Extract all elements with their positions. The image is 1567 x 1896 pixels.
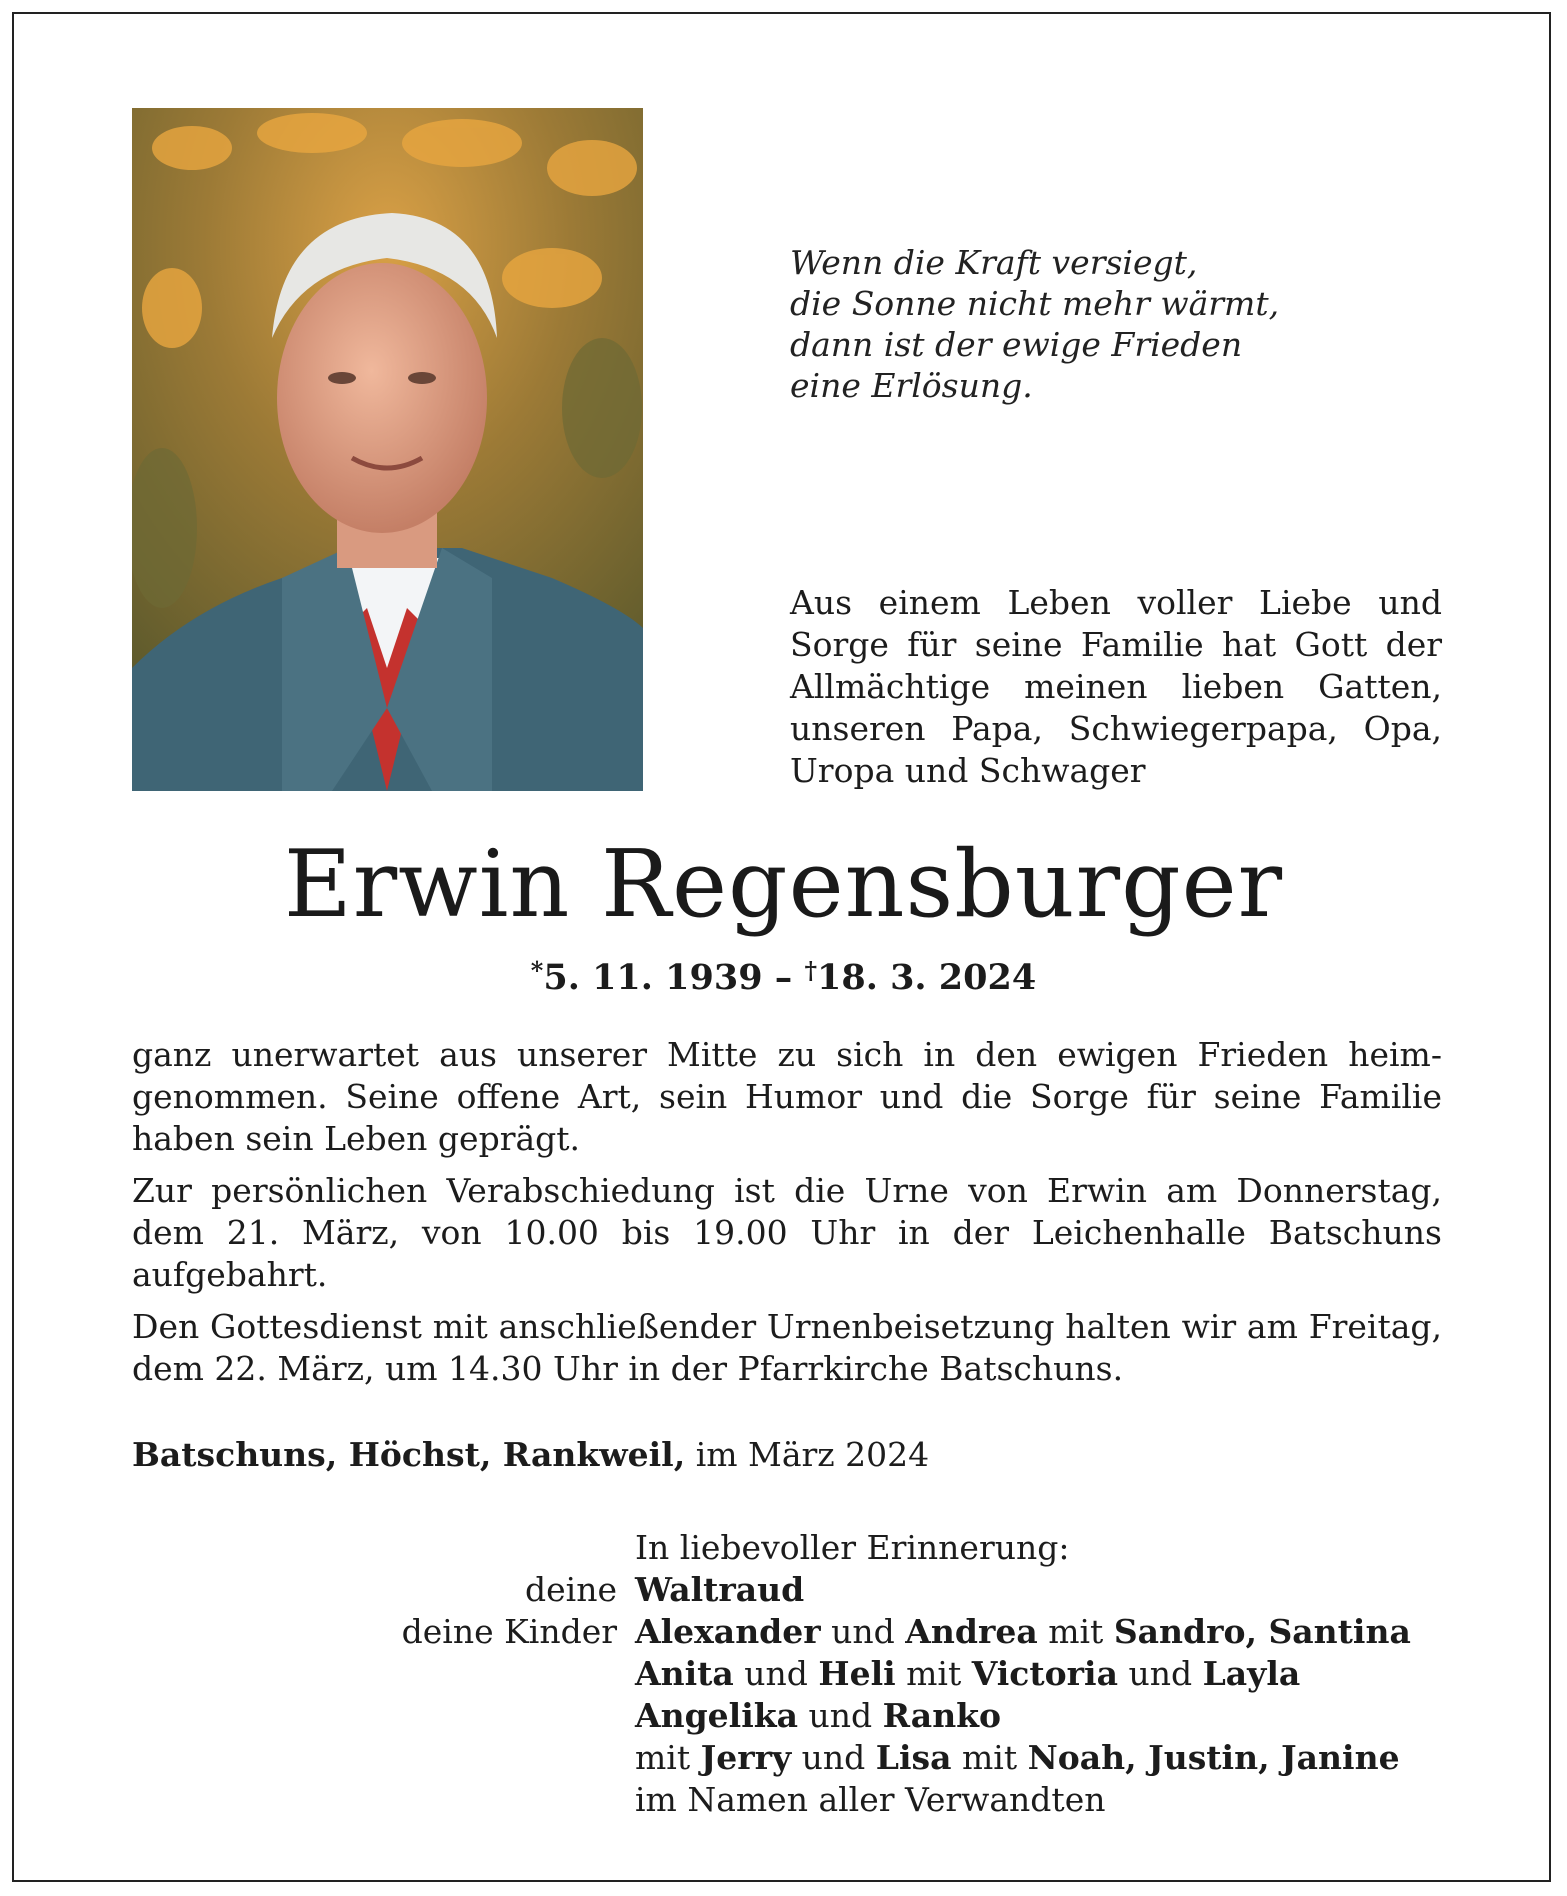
connector-text: mit bbox=[951, 1738, 1028, 1777]
signature-rows bbox=[132, 1569, 1462, 1821]
family-member-name: Victoria bbox=[971, 1654, 1118, 1693]
connector-text: und bbox=[733, 1654, 819, 1693]
signature-row bbox=[132, 1737, 1462, 1779]
poem-verse bbox=[790, 242, 1279, 406]
family-member-name: Waltraud bbox=[635, 1570, 805, 1609]
signature-names bbox=[635, 1779, 1462, 1821]
signature-relation: deine bbox=[525, 1570, 617, 1609]
poem-line: eine Erlösung. bbox=[790, 366, 1033, 405]
place-and-date bbox=[132, 1434, 929, 1476]
life-dates bbox=[14, 956, 1553, 998]
body-paragraph: Den Gottesdienst mit anschließender Urnenbeisetzung halten wir am Freitag, dem 22. März, um 14.30 Uhr in der Pfarrkirche Batschuns. bbox=[132, 1307, 1442, 1388]
signature-relation: deine Kinder bbox=[401, 1612, 617, 1651]
portrait-photo bbox=[132, 108, 643, 791]
signature-block bbox=[132, 1527, 1462, 1821]
signature-names bbox=[635, 1695, 1462, 1737]
signature-names bbox=[635, 1569, 1462, 1611]
signature-row bbox=[132, 1695, 1462, 1737]
signature-heading-row bbox=[132, 1527, 1462, 1569]
connector-text: mit bbox=[635, 1738, 701, 1777]
family-member-name: Andrea bbox=[905, 1612, 1038, 1651]
death-symbol: † bbox=[804, 956, 817, 985]
connector-text: mit bbox=[1037, 1612, 1114, 1651]
signature-heading: In liebevoller Erinnerung: bbox=[635, 1528, 1070, 1567]
family-member-name: Lisa bbox=[875, 1738, 952, 1777]
body-paragraph: ganz unerwartet aus unserer Mitte zu sich in den ewigen Frieden heimgenommen. Seine offene Art, sein Humor und die Sorge für seine Familie haben sein Leben geprägt. bbox=[132, 1035, 1442, 1158]
signature-names bbox=[635, 1737, 1462, 1779]
signature-names bbox=[635, 1653, 1462, 1695]
family-member-name: Ranko bbox=[882, 1696, 1002, 1735]
connector-text: mit bbox=[895, 1654, 972, 1693]
signature-relation bbox=[132, 1779, 635, 1821]
signature-row bbox=[132, 1653, 1462, 1695]
deceased-name: Erwin Regensburger bbox=[283, 830, 1284, 938]
intro-text: Aus einem Leben voller Liebe und Sorge für seine Familie hat Gott der Allmächtige meinen lieben Gatten, unseren Papa, Schwiegerpapa, Opa, Uropa und Schwager bbox=[790, 583, 1442, 790]
family-member-name: Heli bbox=[818, 1654, 896, 1693]
connector-text: und bbox=[1117, 1654, 1203, 1693]
birth-symbol: * bbox=[530, 956, 544, 985]
obituary-notice bbox=[12, 12, 1551, 1882]
poem-line: die Sonne nicht mehr wärmt, bbox=[790, 284, 1280, 323]
signature-relation bbox=[132, 1695, 635, 1737]
notice-date: im März 2024 bbox=[695, 1435, 930, 1474]
place-towns: Batschuns, Höchst, Rankweil, bbox=[132, 1435, 686, 1474]
signature-row bbox=[132, 1569, 1462, 1611]
poem-line: Wenn die Kraft versiegt, bbox=[790, 243, 1198, 282]
connector-text: und bbox=[798, 1696, 883, 1735]
portrait-illustration bbox=[132, 108, 643, 791]
signature-names bbox=[635, 1611, 1462, 1653]
body-text bbox=[132, 1034, 1442, 1400]
family-member-name: Jerry bbox=[700, 1738, 792, 1777]
signature-relation bbox=[132, 1737, 635, 1779]
connector-text: und bbox=[820, 1612, 906, 1651]
connector-text: und bbox=[791, 1738, 876, 1777]
signature-relation bbox=[132, 1653, 635, 1695]
signature-row bbox=[132, 1779, 1462, 1821]
date-separator: – bbox=[774, 957, 793, 998]
family-member-name: Layla bbox=[1202, 1654, 1301, 1693]
poem-line: dann ist der ewige Frieden bbox=[790, 325, 1243, 364]
birth-date: 5. 11. 1939 bbox=[543, 957, 763, 998]
family-member-name: Anita bbox=[635, 1654, 734, 1693]
death-date: 18. 3. 2024 bbox=[817, 957, 1037, 998]
family-member-name: Noah, Justin, Janine bbox=[1027, 1738, 1400, 1777]
family-member-name: Angelika bbox=[635, 1696, 798, 1735]
connector-text: im Namen aller Verwandten bbox=[635, 1780, 1106, 1819]
family-member-name: Sandro, Santina bbox=[1113, 1612, 1411, 1651]
family-member-name: Alexander bbox=[635, 1612, 821, 1651]
signature-row bbox=[132, 1611, 1462, 1653]
body-paragraph: Zur persönlichen Verabschiedung ist die Urne von Erwin am Donnerstag, dem 21. März, von 10.00 bis 19.00 Uhr in der Leichenhalle Batschuns aufgebahrt. bbox=[132, 1171, 1442, 1294]
